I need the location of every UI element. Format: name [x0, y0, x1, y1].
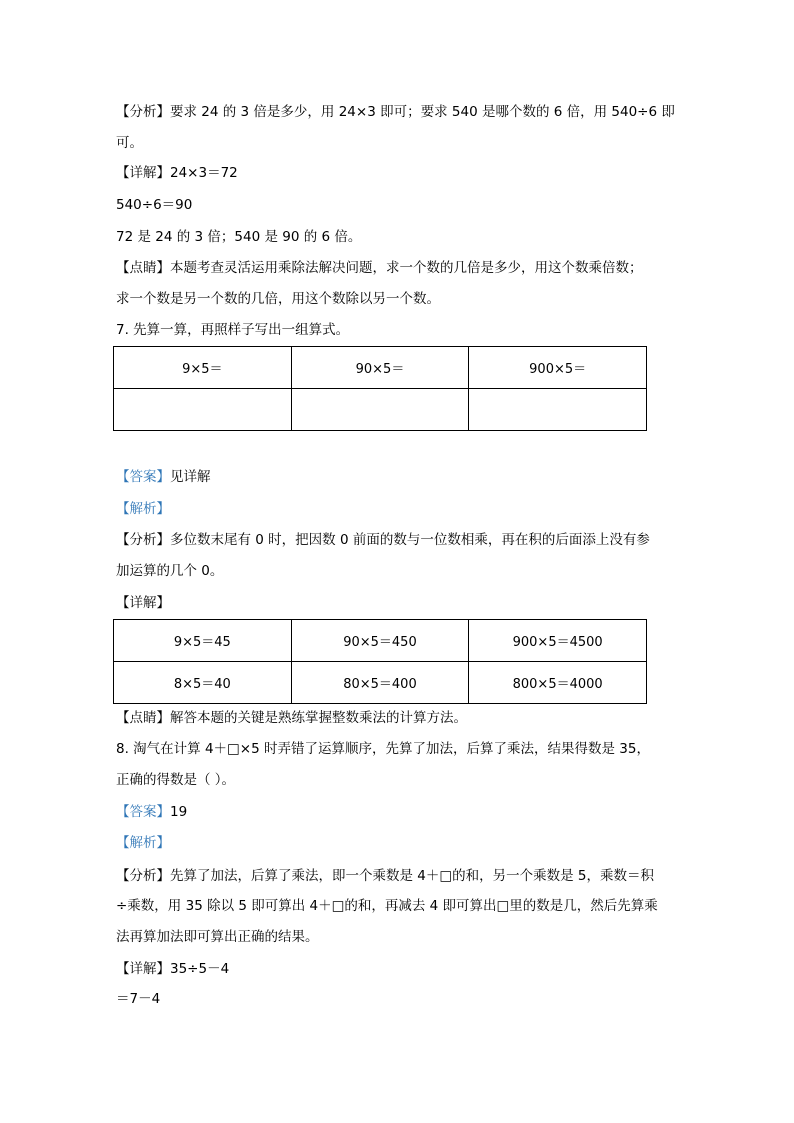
table-cell: 90×5＝ [291, 347, 469, 389]
q8-detail-2: ＝7－4 [116, 991, 161, 1007]
table-cell: 80×5＝400 [291, 662, 469, 704]
table-cell: 90×5＝450 [291, 620, 469, 662]
table-cell [114, 389, 292, 431]
q8-answer-line [116, 803, 187, 821]
jiexi-tag: 【解析】 [116, 501, 170, 517]
q8-question-cont: 正确的得数是（ ）。 [116, 772, 236, 788]
answer: 19 [170, 804, 188, 820]
table-cell [469, 389, 647, 431]
q7-analysis-cont: 加运算的几个 0。 [116, 563, 224, 579]
q7-question: 7. 先算一算，再照样子写出一组算式。 [116, 322, 350, 338]
q8-analysis-cont: ÷乘数，用 35 除以 5 即可算出 4＋□的和，再减去 4 即可算出□里的数是几，然后先算乘 [116, 898, 658, 914]
q8-detail: 【详解】35÷5－4 [116, 961, 230, 977]
q6-analysis: 【分析】要求 24 的 3 倍是多少，用 24×3 即可；要求 540 是哪个数的 6 倍，用 540÷6 即 [116, 104, 675, 120]
table-cell [291, 389, 469, 431]
table-cell: 900×5＝ [469, 347, 647, 389]
q7-answer-table [113, 619, 647, 704]
q6-detail-2: 540÷6＝90 [116, 197, 193, 213]
table-cell: 800×5＝4000 [469, 662, 647, 704]
table-cell: 9×5＝ [114, 347, 292, 389]
q8-analysis-cont2: 法再算加法即可算出正确的结果。 [116, 929, 319, 945]
q7-detail: 【详解】 [116, 595, 170, 611]
q6-comment-cont: 求一个数是另一个数的几倍，用这个数除以另一个数。 [116, 291, 440, 307]
answer: 见详解 [170, 469, 211, 485]
q7-comment: 【点睛】解答本题的关键是熟练掌握整数乘法的计算方法。 [116, 710, 467, 726]
table-cell: 9×5＝45 [114, 620, 292, 662]
q8-analysis: 【分析】先算了加法，后算了乘法，即一个乘数是 4＋□的和，另一个乘数是 5，乘数＝积 [116, 868, 655, 884]
table-cell: 8×5＝40 [114, 662, 292, 704]
q7-answer-line [116, 468, 211, 486]
q8-question: 8. 淘气在计算 4＋□×5 时弄错了运算顺序，先算了加法，后算了乘法，结果得数是 35， [116, 741, 650, 757]
q6-comment: 【点睛】本题考查灵活运用乘除法解决问题，求一个数的几倍是多少，用这个数乘倍数； [116, 260, 643, 276]
q7-question-table [113, 346, 647, 431]
answer-tag: 【答案】 [116, 804, 170, 820]
q7-analysis: 【分析】多位数末尾有 0 时，把因数 0 前面的数与一位数相乘，再在积的后面添上没有参 [116, 532, 650, 548]
table-cell: 900×5＝4500 [469, 620, 647, 662]
answer-tag: 【答案】 [116, 469, 170, 485]
q6-detail: 【详解】24×3＝72 [116, 165, 238, 181]
jiexi-tag: 【解析】 [116, 835, 170, 851]
q6-detail-3: 72 是 24 的 3 倍；540 是 90 的 6 倍。 [116, 229, 362, 245]
q6-analysis-cont: 可。 [116, 135, 143, 151]
